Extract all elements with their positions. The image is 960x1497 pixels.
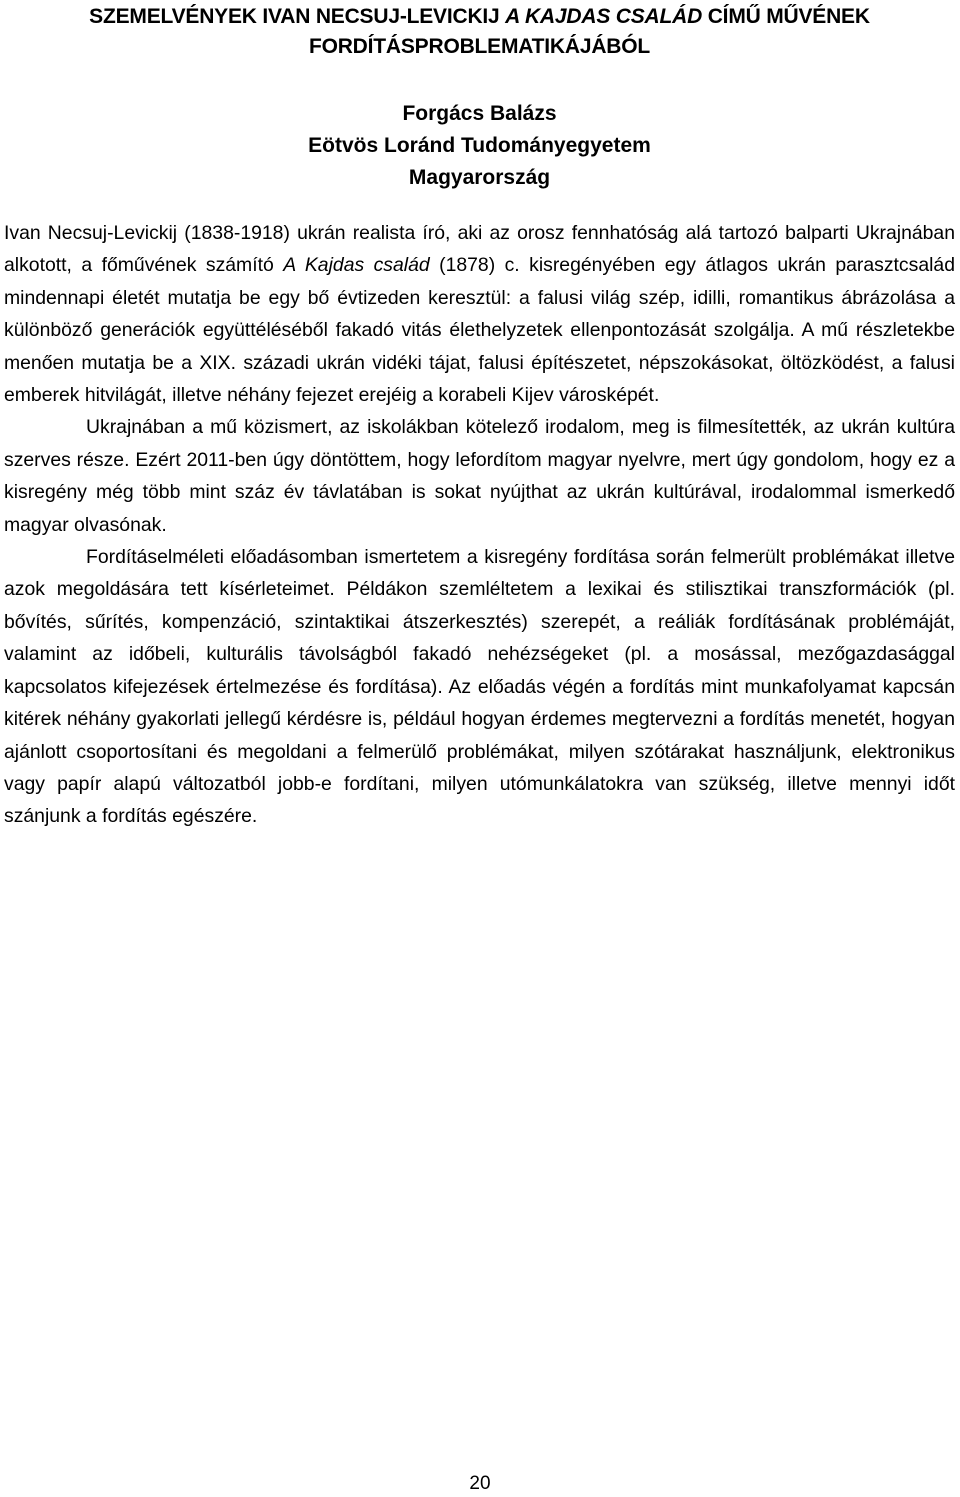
document-title <box>4 2 955 62</box>
title-italic-work: A KAJDAS CSALÁD <box>505 5 703 28</box>
paragraph-1-b: (1878) c. kisregényében egy átlagos ukrán parasztcsalád mindennapi életét mutatja be egy bő évtizeden keresztül: a falusi világ szép, idilli, romantikus ábrázolása a különböző generációk együttéléséből fakadó vitás élethelyzetek ellenpontozását szolgálja. A mű részletekbe menően mutatja be a XIX. századi ukrán vidéki tájat, falusi építészetet, népszokásokat, öltözködést, a falusi emberek hitvilágát, illetve néhány fejezet erejéig a korabeli Kijev városképét. <box>4 254 955 407</box>
author-block <box>4 98 955 194</box>
paragraph-3: Fordításelméleti előadásomban ismertetem a kisregény fordítása során felmerült problémákat illetve azok megoldására tett kísérleteimet. Példákon szemléltetem a lexikai és stilisztikai transzformációk (pl. bővítés, sűrítés, kompenzáció, szintaktikai átszerkesztés) szerepét, a reáliák fordításának problémáját, valamint az időbeli, kulturális távolságból fakadó nehézségeket (pl. a mosással, mezőgazdasággal kapcsolatos kifejezések értelmezése és fordítása). Az előadás végén a fordítás mint munkafolyamat kapcsán kitérek néhány gyakorlati jellegű kérdésre is, például hogyan érdemes megtervezni a fordítás menetét, hogyan ajánlott csoportosítani és megoldani a felmerülő problémákat, milyen szótárakat használjunk, elektronikus vagy papír alapú változatból jobb-e fordítani, milyen utómunkálatokra van szükség, illetve mennyi időt szánjunk a fordítás egészére. <box>4 546 955 828</box>
paragraph-1-a: Ivan Necsuj-Levickij (1838-1918) ukrán realista író, aki az orosz fennhatóság alá tartozó balparti Ukrajnában alkotott, a főművének számító <box>4 222 955 277</box>
title-part-1: SZEMELVÉNYEK IVAN NECSUJ-LEVICKIJ <box>89 5 506 28</box>
author-country: Magyarország <box>408 166 551 189</box>
author-name: Forgács Balázs <box>402 102 557 125</box>
author-institution: Eötvös Loránd Tudományegyetem <box>308 134 651 157</box>
page-number: 20 <box>469 1473 491 1494</box>
document-page <box>4 0 955 833</box>
paragraph-1-italic: A Kajdas család <box>283 254 430 277</box>
paragraph-2: Ukrajnában a mű közismert, az iskolákban kötelező irodalom, meg is filmesítették, az ukrán kultúra szerves része. Ezért 2011-ben úgy döntöttem, hogy lefordítom magyar nyelvre, mert úgy gondolom, hogy ez a kisregény még több mint száz év távlatában is sokat nyújthat az ukrán kultúrával, irodalommal ismerkedő magyar olvasónak. <box>4 416 955 536</box>
abstract-body <box>4 217 955 833</box>
title-part-2: CÍMŰ MŰVÉNEK FORDÍTÁSPROBLEMATIKÁJÁBÓL <box>308 5 870 58</box>
paragraph-1 <box>4 217 955 411</box>
